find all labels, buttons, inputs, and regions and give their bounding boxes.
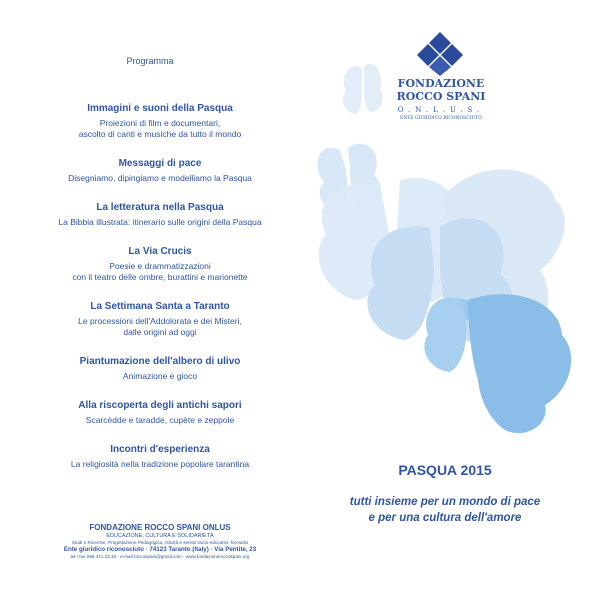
program-item — [20, 201, 300, 228]
program-item-title: La Via Crucis — [128, 246, 192, 257]
program-item — [20, 443, 300, 470]
program-item-title: La letteratura nella Pasqua — [96, 202, 224, 213]
program-item — [20, 157, 300, 184]
footer-org-name: FONDAZIONE ROCCO SPANI ONLUS — [89, 523, 231, 532]
program-item-desc-line: Animazione e gioco — [122, 371, 198, 381]
butterfly-icon — [424, 294, 571, 433]
logo-ente: ENTE GIURIDICO RICONOSCIUTO — [400, 116, 482, 121]
program-item-desc — [20, 415, 300, 426]
program-item-title: Immagini e suoni della Pasqua — [87, 103, 233, 114]
program-item-desc-line: Scarcèdde e taradde, cupète e zeppole — [85, 415, 235, 425]
program-item-title: Piantumazione dell'albero di ulivo — [79, 356, 241, 367]
program-item-desc-line: ascolto di canti e musiche da tutto il mondo — [78, 129, 242, 139]
program-item-desc-line: Poesie e drammatizzazioni — [109, 261, 211, 271]
diamond-logo-icon — [415, 32, 465, 76]
program-item-desc — [20, 217, 300, 228]
program-item — [20, 399, 300, 426]
footer-org-services: Studi e Ricerche, Progettazione Pedagogica, Attività e servizi socio-educativi- formativi — [71, 540, 249, 545]
program-item-desc-line: con il teatro delle ombre, burattini e marionette — [72, 272, 248, 282]
program-item-desc-line: Disegniamo, dipingiamo e modelliamo la Pasqua — [68, 173, 252, 183]
cover-panel — [300, 0, 591, 591]
program-heading: Programma — [126, 56, 174, 66]
program-item-title: Alla riscoperta degli antichi sapori — [78, 400, 242, 411]
cover-tagline-line: tutti insieme per un mondo di pace — [349, 496, 541, 508]
logo-onlus: O.N.L.U.S. — [397, 106, 485, 114]
program-item — [20, 102, 300, 140]
program-item-desc — [20, 118, 300, 140]
program-item-desc-line: dalle origini ad oggi — [123, 327, 197, 337]
program-item-desc-line: La Bibbia illustrata: itinerario sulle origini della Pasqua — [58, 217, 262, 227]
cover-tagline — [310, 494, 580, 526]
program-item — [20, 245, 300, 283]
program-item-desc — [20, 371, 300, 382]
footer-org-subtitle: EDUCAZIONE, CULTURA E SOLIDARIETÀ — [106, 533, 214, 539]
logo-name — [395, 77, 487, 103]
butterfly-icon — [343, 64, 383, 114]
program-item-desc — [20, 316, 300, 338]
program-item-desc — [20, 261, 300, 283]
cover-title: PASQUA 2015 — [398, 462, 492, 478]
cover-tagline-line: e per una cultura dell'amore — [368, 512, 522, 524]
program-item — [20, 300, 300, 338]
program-item-desc — [20, 459, 300, 470]
program-item-title: Incontri d'esperienza — [110, 444, 210, 455]
organization-footer — [40, 523, 280, 560]
logo-name-line: FONDAZIONE — [397, 77, 485, 90]
program-item-desc — [20, 173, 300, 184]
program-item-desc-line: Proiezioni di film e documentari, — [99, 118, 221, 128]
footer-org-address: Ente giuridico riconosciuto · 74123 Taranto (Italy) · Via Pentite, 23 — [63, 546, 257, 553]
program-item-title: La Settimana Santa a Taranto — [90, 301, 230, 312]
program-item-desc-line: Le processioni dell'Addolorata e dei Misteri, — [78, 316, 242, 326]
program-item — [20, 355, 300, 382]
program-item-title: Messaggi di pace — [118, 158, 202, 169]
footer-org-contacts: tel / fax 099.471.33.16 - e-mail:roccospani@gmail.com - www.fondazioneroccospani.org — [70, 554, 250, 559]
program-item-desc-line: La religiosità nella tradizione popolare tarantina — [70, 459, 250, 469]
logo-name-line: ROCCO SPANI — [396, 90, 486, 103]
